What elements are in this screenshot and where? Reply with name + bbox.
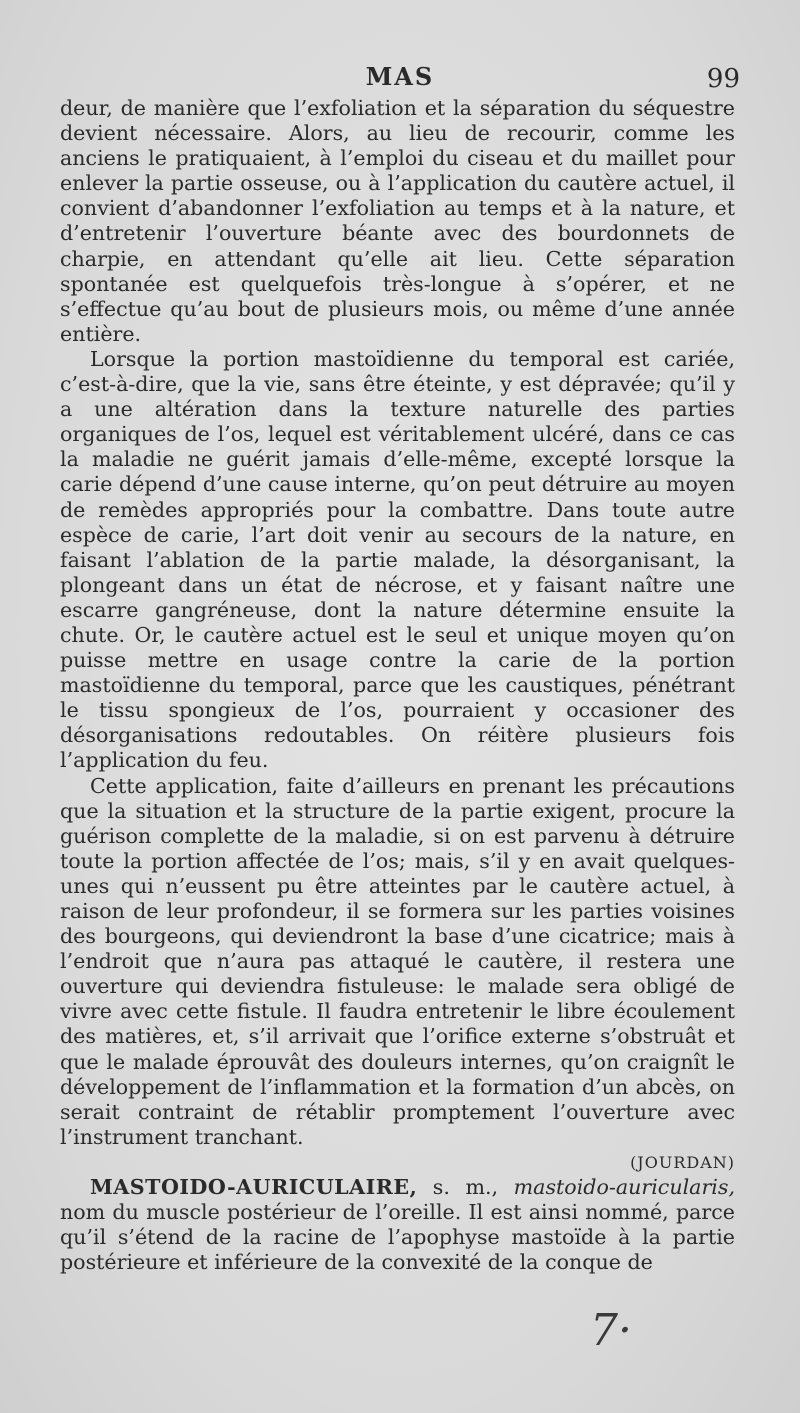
page-number: 99 bbox=[706, 64, 740, 94]
entry-text: nom du muscle postérieur de l’oreille. Il est ainsi nommé, parce qu’il s’étend de la racine de l’apophyse mastoïde à la partie postérieure et inférieure de la convexité de la conque de bbox=[60, 1200, 735, 1275]
dictionary-entry bbox=[60, 1175, 735, 1275]
signature-mark: 7· bbox=[590, 1305, 632, 1356]
paragraph-application: Cette application, faite d’ailleurs en prenant les précautions que la situation et la structure de la partie exigent, procure la guérison complette de la maladie, si on est parvenu à détruire toute la portion affectée de l’os; mais, s’il y en avait quelques-unes qui n’eussent pu être atteintes par le cautère actuel, à raison de leur profondeur, il se formera sur les parties voisines des bourgeons, qui deviendront la base d’une cicatrice; mais à l’endroit que n’aura pas attaqué le cautère, il restera une ouverture qui deviendra fistuleuse: le malade sera obligé de vivre avec cette fistule. Il faudra entretenir le libre écoulement des matières, et, s’il arrivait que l’orifice externe s’obstruât et que le malade éprouvât des douleurs internes, qu’on craignît le développement de l’inflammation et la formation d’un abcès, on serait contraint de rétablir promptement l’ouverture avec l’instrument tranchant. bbox=[60, 773, 735, 1149]
entry-grammar: s. m., bbox=[417, 1174, 514, 1199]
entry-headword: MASTOIDO-AURICULAIRE, bbox=[90, 1174, 418, 1199]
running-head: MAS bbox=[365, 62, 435, 91]
paragraph-caries: Lorsque la portion mastoïdienne du temporal est cariée, c’est-à-dire, que la vie, sans être éteinte, y est dépravée; qu’il y a une altération dans la texture naturelle des parties organiques de l’os, lequel est véritablement ulcéré, dans ce cas la maladie ne guérit jamais d’elle-même, excepté lorsque la carie dépend d’une cause interne, qu’on peut détruire au moyen de remèdes appropriés pour la combattre. Dans toute autre espèce de carie, l’art doit venir au secours de la nature, en faisant l’ablation de la partie malade, la désorganisant, la plongeant dans un état de nécrose, et y faisant naître une escarre gangréneuse, dont la nature détermine ensuite la chute. Or, le cautère actuel est le seul et unique moyen qu’on puisse mettre en usage contre la carie de la portion mastoïdienne du temporal, parce que les caustiques, pénétrant le tissu spongieux de l’os, pourraient y occasioner des désorganisations redoutables. On réitère plusieurs fois l’application du feu. bbox=[60, 346, 735, 773]
author-signature: (JOURDAN) bbox=[630, 1152, 735, 1172]
paragraph-continuation: deur, de manière que l’exfoliation et la séparation du séquestre devient nécessaire. Alors, au lieu de recourir, comme les anciens le pratiquaient, à l’emploi du ciseau et du maillet pour enlever la partie osseuse, ou à l’application du cautère actuel, il convient d’abandonner l’exfoliation au temps et à la nature, et d’entretenir l’ouverture béante avec des bourdonnets de charpie, en attendant qu’elle ait lieu. Cette séparation spontanée est quelquefois très-longue à s’opérer, et ne s’effectue qu’au bout de plusieurs mois, ou même d’une année entière. bbox=[60, 96, 735, 346]
body-text bbox=[60, 96, 735, 1275]
page-header bbox=[60, 62, 740, 98]
entry-latin-term: mastoido-auricularis, bbox=[513, 1174, 735, 1199]
